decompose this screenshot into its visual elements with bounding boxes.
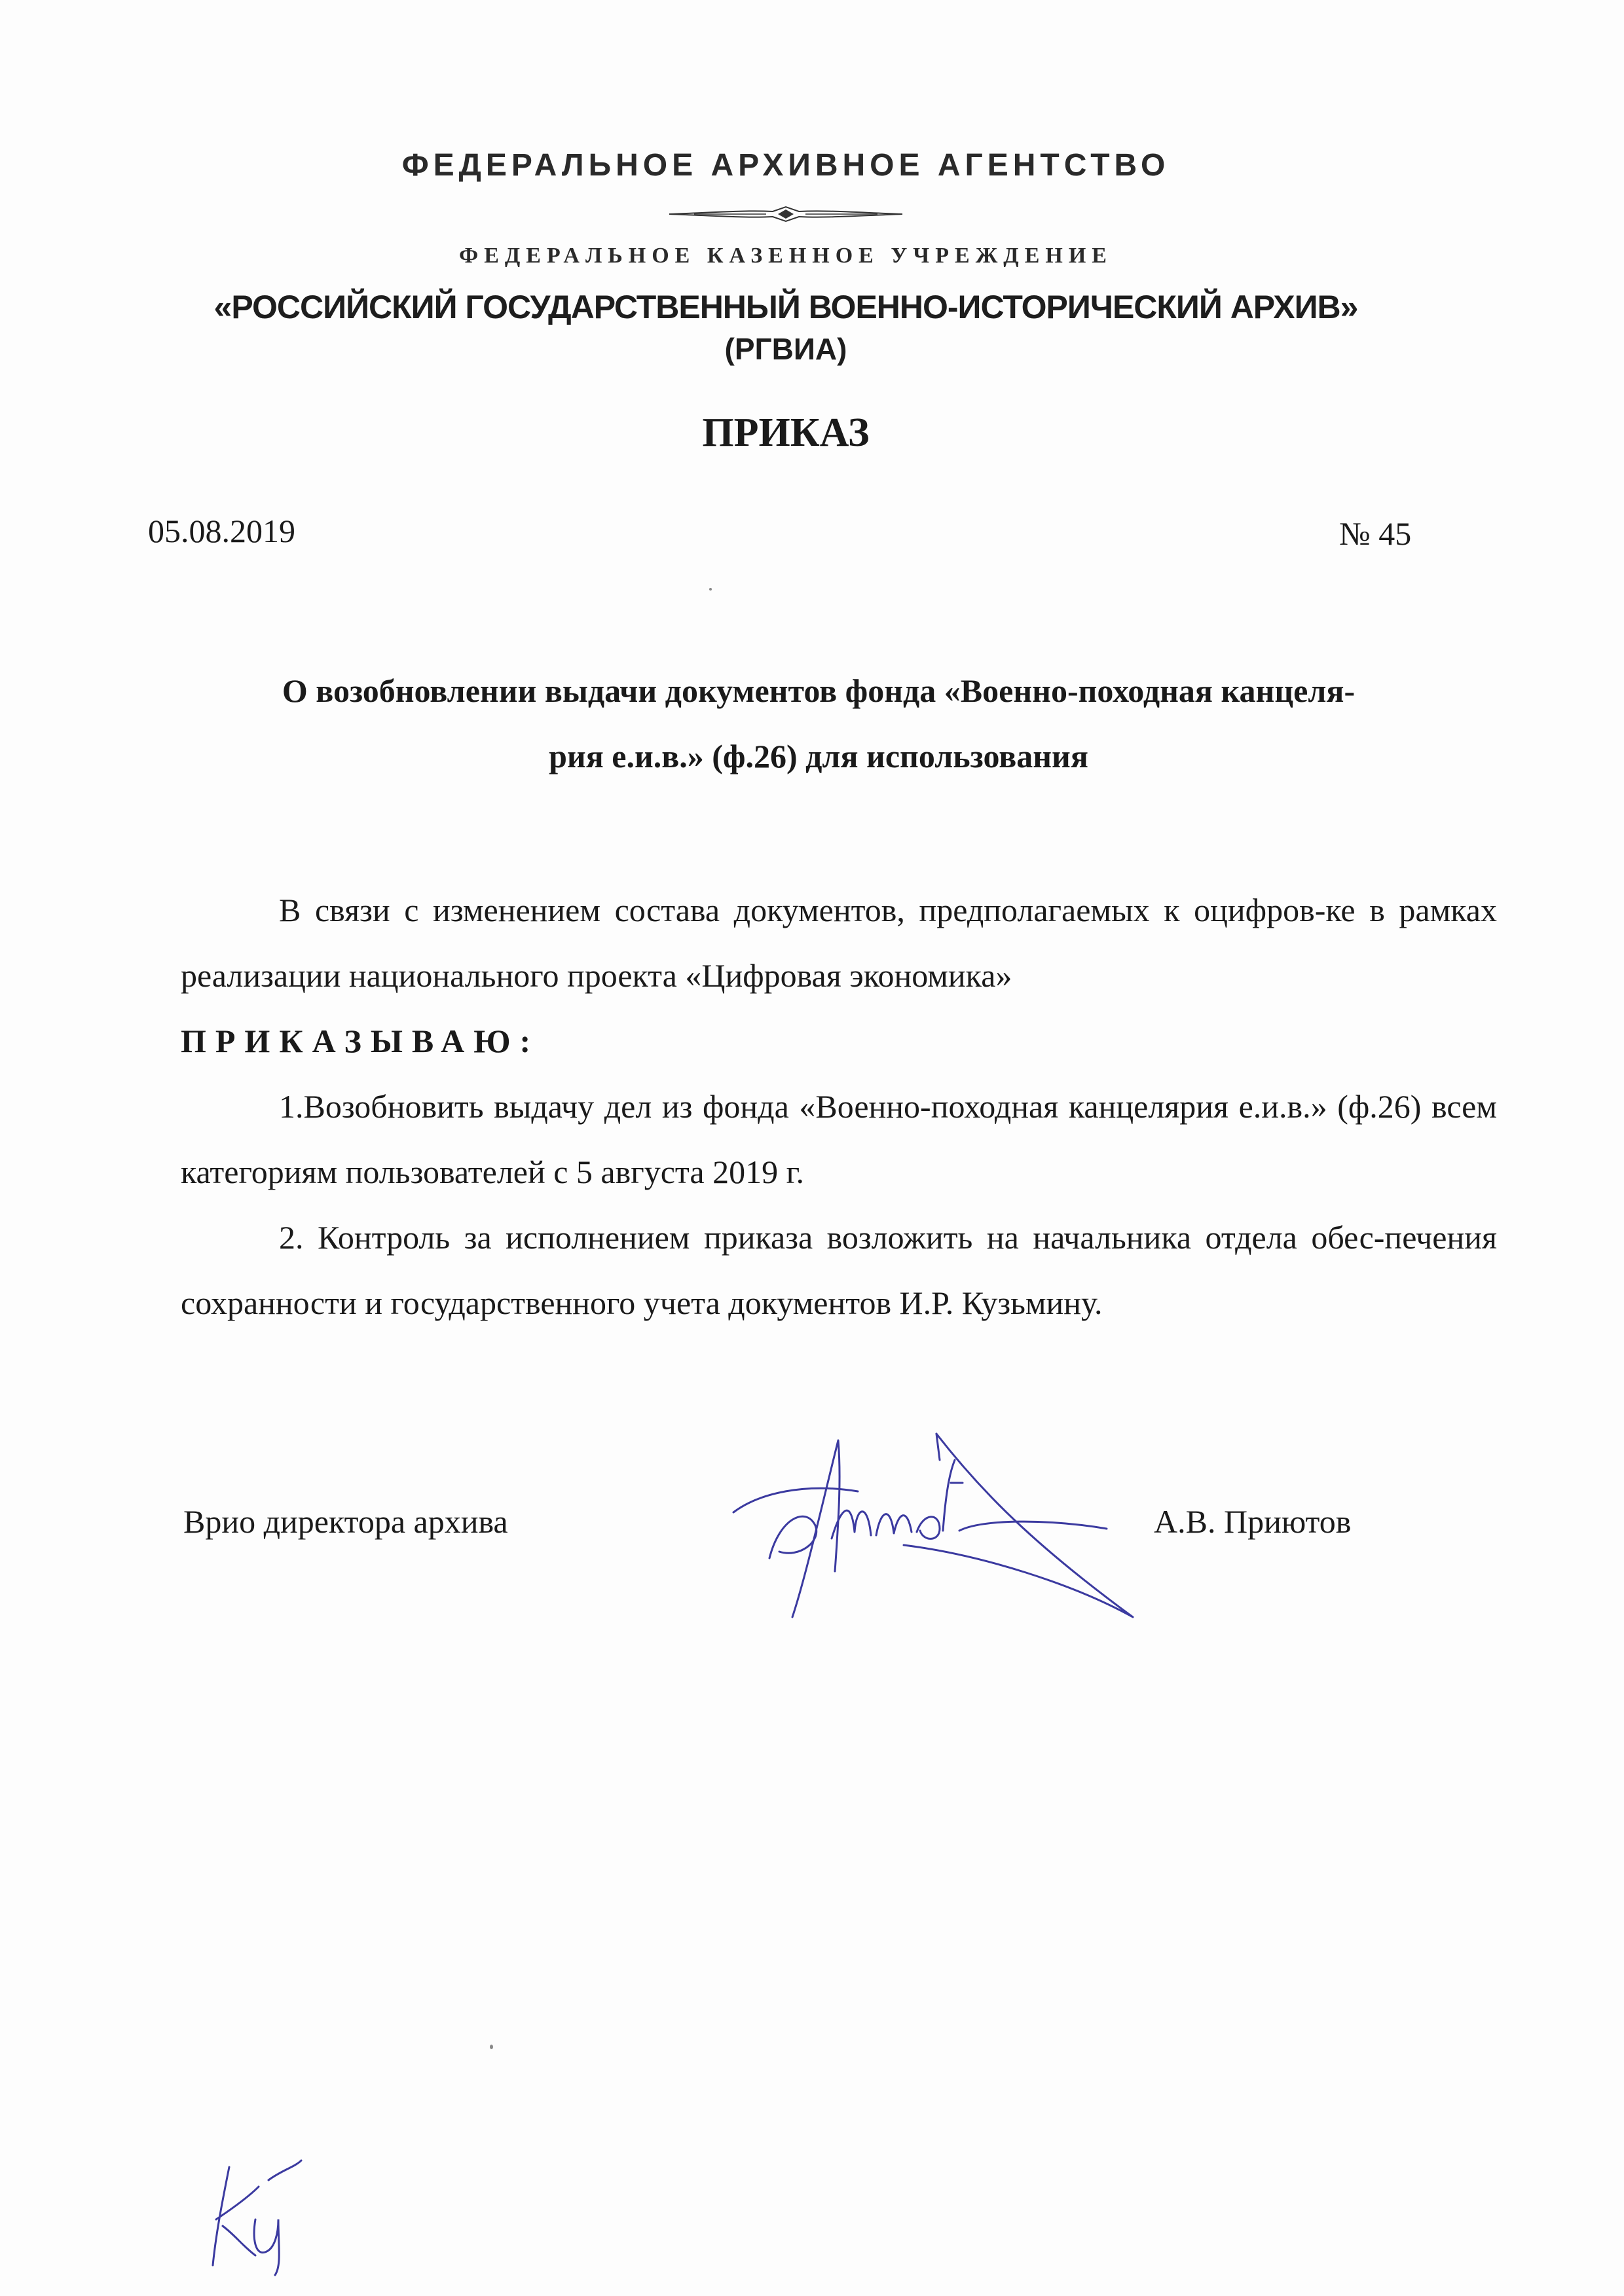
- institution-abbreviation: (РГВИА): [724, 332, 847, 366]
- order-item-2: 2. Контроль за исполнением приказа возложить на начальника отдела обес-печения сохранности и государственного учета документов И.Р. Кузьмину.: [181, 1219, 1497, 1321]
- document-type-title: ПРИКАЗ: [702, 410, 870, 455]
- institution-name: «РОССИЙСКИЙ ГОСУДАРСТВЕННЫЙ ВОЕННО-ИСТОРИЧЕСКИЙ АРХИВ»: [213, 289, 1358, 325]
- signatory-name: А.В. Приютов: [1154, 1503, 1352, 1540]
- scan-speck: [490, 2045, 493, 2049]
- agency-name: ФЕДЕРАЛЬНОЕ АРХИВНОЕ АГЕНТСТВО: [401, 148, 1170, 183]
- scan-speck: [709, 588, 712, 591]
- ornament-divider: [668, 204, 904, 224]
- preamble-paragraph: В связи с изменением состава документов, предполагаемых к оцифров-ке в рамках реализации национального проекта «Цифровая экономика»: [181, 892, 1497, 994]
- order-subject-line-1: О возобновлении выдачи документов фонда «Военно-походная канцеля-: [282, 672, 1356, 709]
- document-date: 05.08.2019: [148, 513, 295, 549]
- order-directive-word: ПРИКАЗЫВАЮ:: [181, 1023, 540, 1059]
- order-item-1: 1.Возобновить выдачу дел из фонда «Военно-походная канцелярия е.и.в.» (ф.26) всем категориям пользователей с 5 августа 2019 г.: [181, 1088, 1497, 1190]
- order-subject-line-2: рия е.и.в.» (ф.26) для использования: [549, 738, 1088, 774]
- institution-type: ФЕДЕРАЛЬНОЕ КАЗЕННОЕ УЧРЕЖДЕНИЕ: [459, 244, 1113, 268]
- signatory-position: Врио директора архива: [183, 1503, 508, 1540]
- handwritten-signature: [707, 1421, 1205, 1643]
- handwritten-initials-mark: [196, 2141, 308, 2278]
- order-subject: [164, 658, 1473, 789]
- document-number: № 45: [1339, 515, 1412, 552]
